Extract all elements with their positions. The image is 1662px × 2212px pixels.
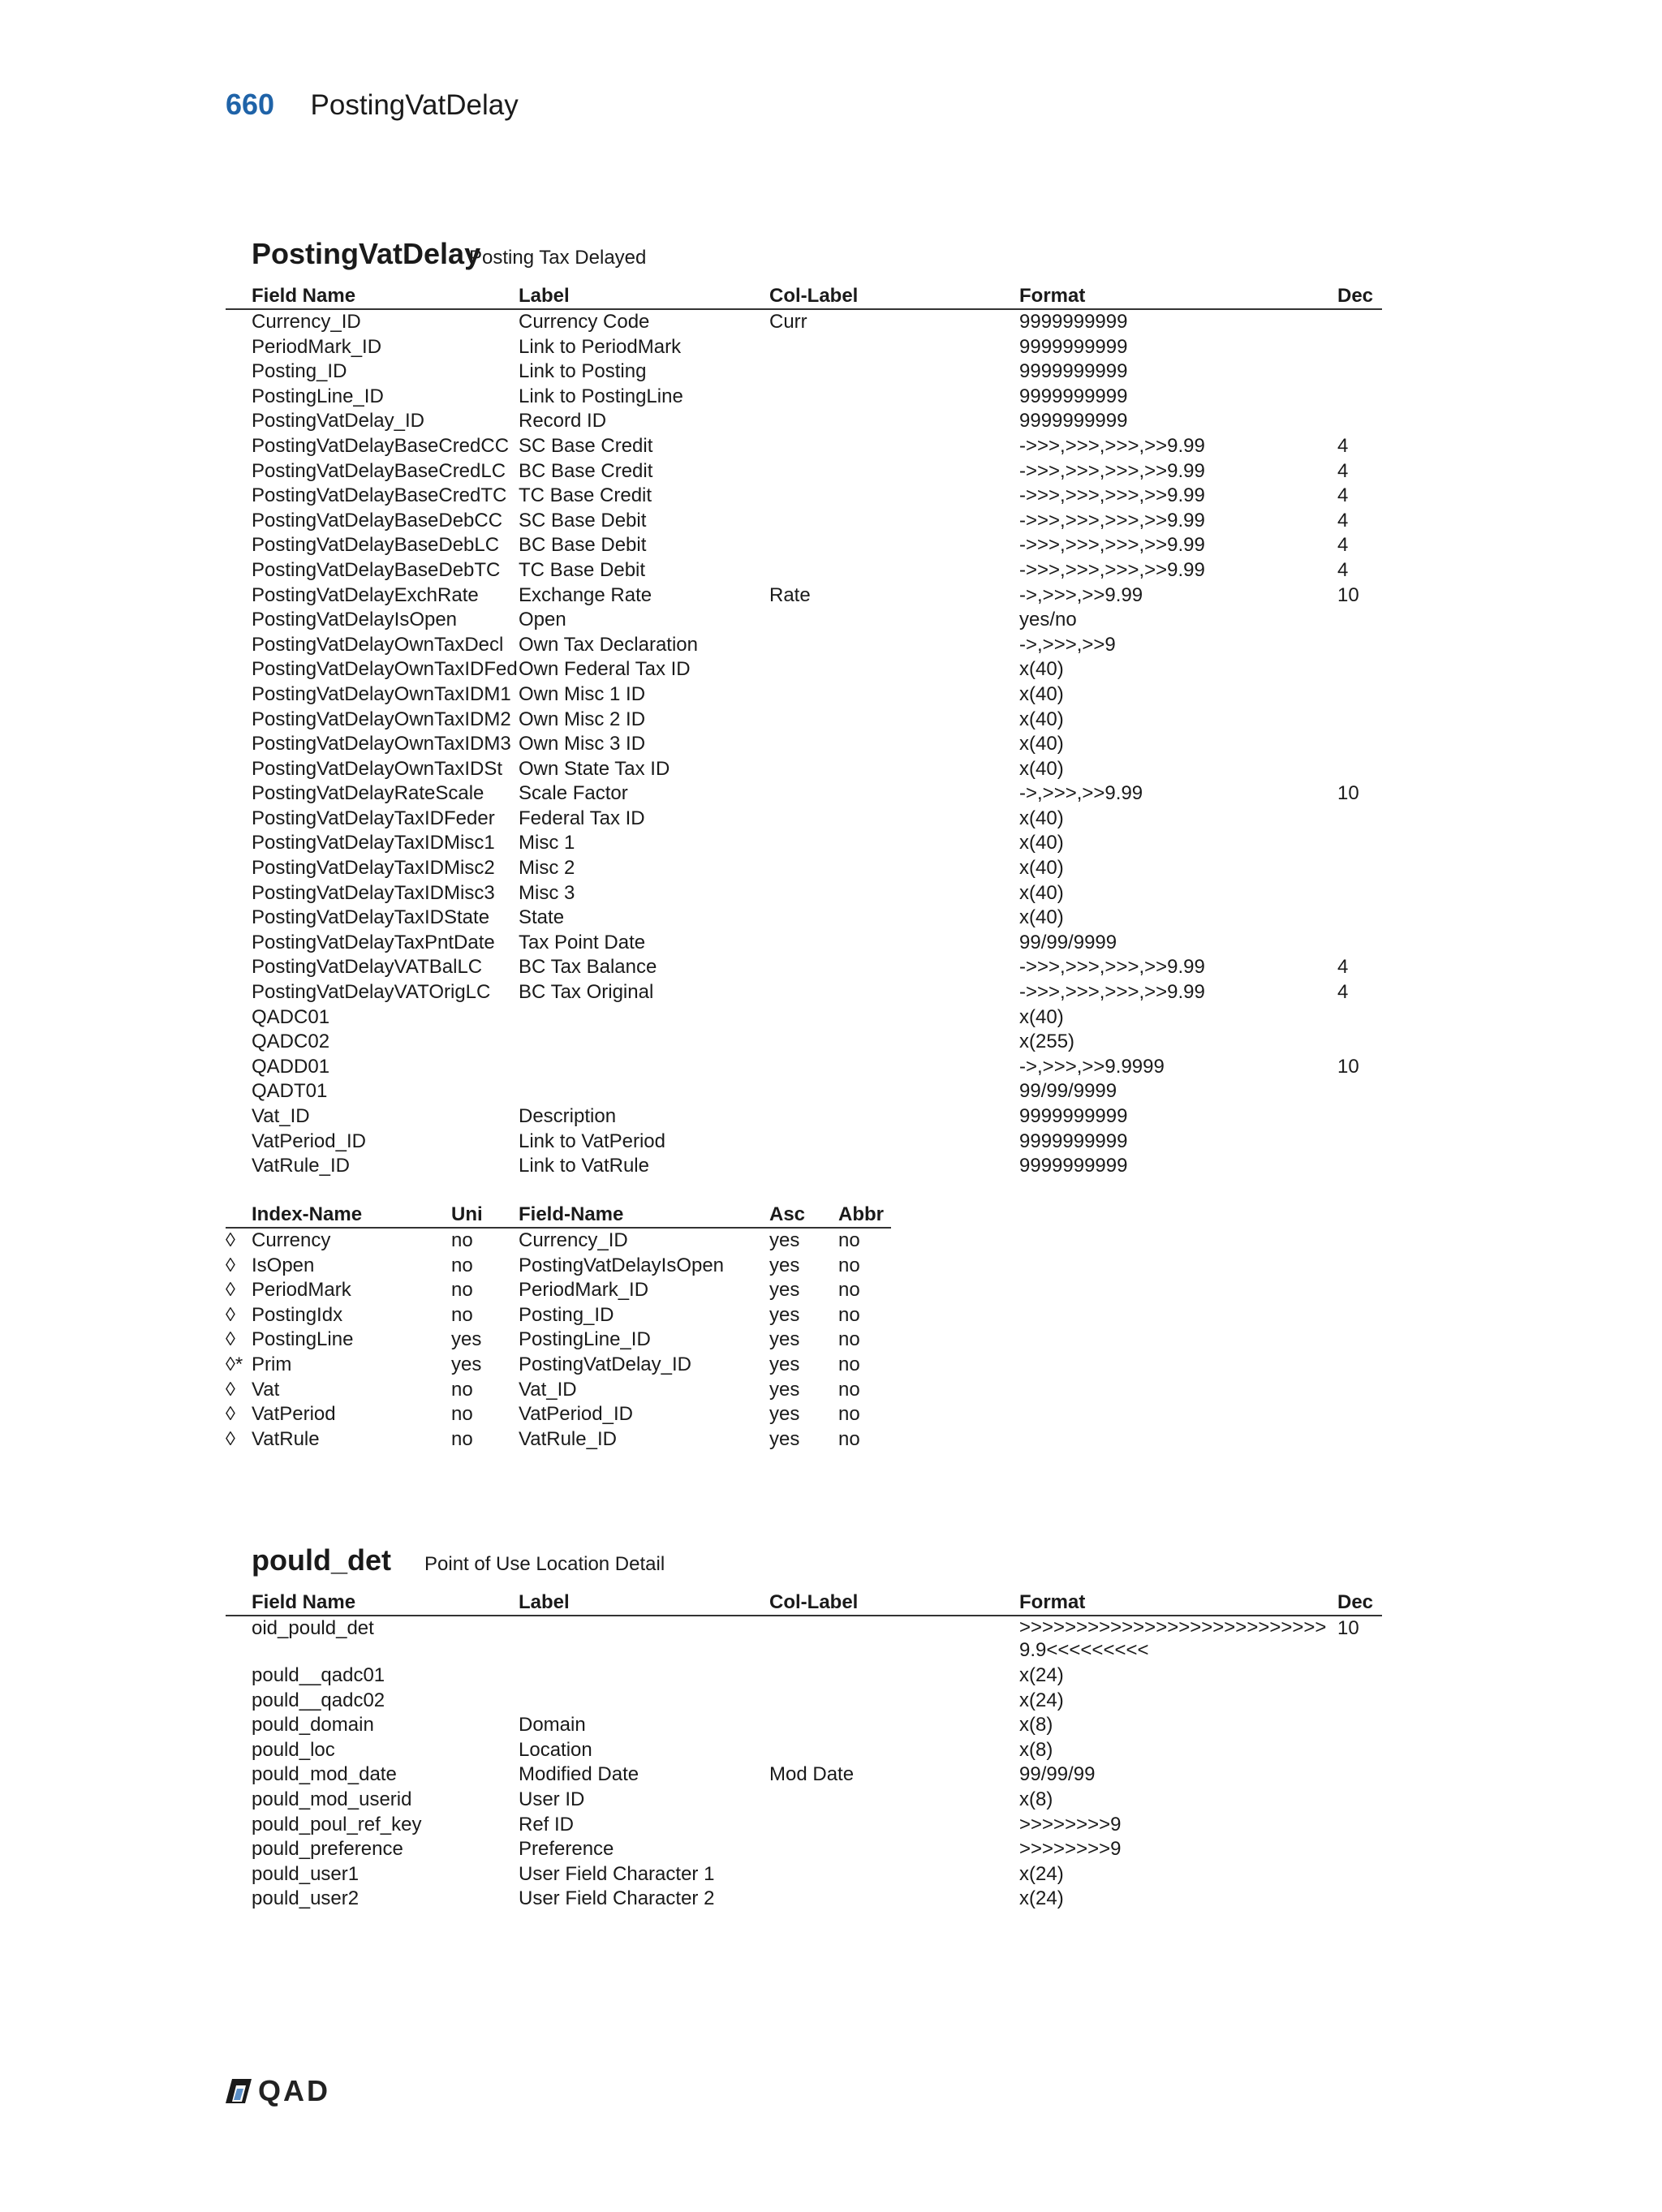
table-name: PostingVatDelay xyxy=(252,237,481,270)
label-cell: BC Base Debit xyxy=(519,534,647,557)
format-cell: x(40) xyxy=(1019,906,1064,929)
field-name-cell: PostingVatDelayBaseCredLC xyxy=(252,459,506,482)
format-cell: ->>>,>>>,>>>,>>9.99 xyxy=(1019,558,1205,581)
label-cell: State xyxy=(519,906,565,929)
table-row xyxy=(226,1130,1382,1155)
header-col-label: Col-Label xyxy=(769,1591,859,1613)
field-name-cell: PostingVatDelayIsOpen xyxy=(252,609,458,631)
format-cell: ->>>,>>>,>>>,>>9.99 xyxy=(1019,534,1205,557)
label-cell: TC Base Credit xyxy=(519,484,652,507)
table-row xyxy=(226,608,1382,633)
label-cell: Link to VatRule xyxy=(519,1155,649,1177)
abbreviated-cell: no xyxy=(838,1303,860,1326)
format-cell: x(8) xyxy=(1019,1714,1053,1736)
table-title-row xyxy=(226,1542,1382,1581)
table-row xyxy=(226,1762,1382,1788)
table-row xyxy=(226,1813,1382,1838)
table-row xyxy=(226,1055,1382,1080)
format-cell: 9999999999 xyxy=(1019,1105,1128,1127)
format-cell: ->>>,>>>,>>>,>>9.99 xyxy=(1019,956,1205,979)
field-name-cell: PostingVatDelayVATBalLC xyxy=(252,956,483,979)
field-name-cell: Currency_ID xyxy=(519,1229,628,1251)
page-topic: PostingVatDelay xyxy=(310,89,519,121)
field-name-cell: PostingVatDelayTaxIDFeder xyxy=(252,807,495,829)
table-row xyxy=(226,657,1382,682)
label-cell: User Field Character 2 xyxy=(519,1887,715,1910)
index-marker: ◊ xyxy=(226,1303,235,1326)
table-row xyxy=(226,708,1382,733)
format-cell: x(24) xyxy=(1019,1689,1064,1711)
field-name-cell: PostingVatDelayRateScale xyxy=(252,782,484,805)
label-cell: User ID xyxy=(519,1788,585,1810)
label-cell: BC Tax Original xyxy=(519,981,654,1004)
table-row xyxy=(226,583,1382,609)
index-marker: ◊ xyxy=(226,1229,235,1251)
index-row xyxy=(226,1229,891,1254)
col-label-cell: Curr xyxy=(769,311,807,333)
index-marker: ◊ xyxy=(226,1328,235,1351)
label-cell: Misc 3 xyxy=(519,881,575,904)
field-name-cell: PostingVatDelayOwnTaxIDM2 xyxy=(252,708,511,730)
abbreviated-cell: no xyxy=(838,1403,860,1426)
index-section xyxy=(226,1193,891,1452)
ascending-cell: yes xyxy=(769,1303,800,1326)
table-row xyxy=(226,1788,1382,1813)
table-row xyxy=(226,1738,1382,1763)
format-cell: >>>>>>>>9 xyxy=(1019,1838,1122,1861)
table-row xyxy=(226,484,1382,509)
field-name-cell: PostingVatDelayOwnTaxIDSt xyxy=(252,757,503,780)
dec-cell: 4 xyxy=(1337,981,1349,1004)
label-cell: Own Misc 3 ID xyxy=(519,733,646,755)
field-name-cell: PostingVatDelayTaxIDMisc1 xyxy=(252,832,495,854)
header-index-name: Index-Name xyxy=(252,1203,363,1225)
unique-cell: no xyxy=(451,1229,473,1251)
format-cell: 99/99/9999 xyxy=(1019,1080,1117,1103)
abbreviated-cell: no xyxy=(838,1254,860,1276)
label-cell: Record ID xyxy=(519,410,607,433)
format-cell: >>>>>>>>>>>>>>>>>>>>>>>>>>>9.9<<<<<<<<< xyxy=(1019,1616,1327,1661)
field-name-cell: PostingVatDelayOwnTaxIDM1 xyxy=(252,682,511,705)
field-table-body xyxy=(226,1616,1382,1912)
table-row xyxy=(226,1713,1382,1738)
field-name-cell: VatPeriod_ID xyxy=(252,1130,366,1152)
abbreviated-cell: no xyxy=(838,1328,860,1351)
field-name-cell: pould__qadc02 xyxy=(252,1689,385,1711)
label-cell: Link to PeriodMark xyxy=(519,335,682,358)
format-cell: ->>>,>>>,>>>,>>9.99 xyxy=(1019,434,1205,457)
field-name-cell: pould__qadc01 xyxy=(252,1664,385,1686)
format-cell: 9999999999 xyxy=(1019,335,1128,358)
label-cell: Description xyxy=(519,1105,617,1127)
table-row xyxy=(226,359,1382,385)
unique-cell: no xyxy=(451,1279,473,1302)
label-cell: Own State Tax ID xyxy=(519,757,670,780)
format-cell: x(40) xyxy=(1019,682,1064,705)
header-dec: Dec xyxy=(1337,1591,1374,1613)
index-row xyxy=(226,1353,891,1378)
field-name-cell: PeriodMark_ID xyxy=(252,335,382,358)
ascending-cell: yes xyxy=(769,1229,800,1251)
label-cell: Domain xyxy=(519,1714,586,1736)
abbreviated-cell: no xyxy=(838,1229,860,1251)
table-row xyxy=(226,1104,1382,1130)
format-cell: 9999999999 xyxy=(1019,410,1128,433)
unique-cell: no xyxy=(451,1427,473,1450)
field-table-header xyxy=(226,284,1382,310)
table-row xyxy=(226,509,1382,534)
format-cell: x(40) xyxy=(1019,757,1064,780)
table-row xyxy=(226,1154,1382,1179)
field-name-cell: oid_pould_det xyxy=(252,1617,374,1639)
table-row xyxy=(226,931,1382,956)
table-row xyxy=(226,1663,1382,1689)
index-name-cell: Vat xyxy=(252,1378,280,1401)
format-cell: x(24) xyxy=(1019,1862,1064,1885)
header-abbr: Abbr xyxy=(838,1203,884,1225)
field-name-cell: PeriodMark_ID xyxy=(519,1279,649,1302)
field-name-cell: PostingVatDelayVATOrigLC xyxy=(252,981,491,1004)
field-name-cell: QADT01 xyxy=(252,1080,328,1103)
dec-cell: 10 xyxy=(1337,1055,1359,1078)
abbreviated-cell: no xyxy=(838,1279,860,1302)
index-name-cell: VatRule xyxy=(252,1427,320,1450)
table-description: Point of Use Location Detail xyxy=(424,1553,665,1575)
abbreviated-cell: no xyxy=(838,1427,860,1450)
table-description: Posting Tax Delayed xyxy=(469,247,647,269)
label-cell: Own Tax Declaration xyxy=(519,633,698,656)
label-cell: TC Base Debit xyxy=(519,558,646,581)
ascending-cell: yes xyxy=(769,1254,800,1276)
format-cell: x(40) xyxy=(1019,881,1064,904)
field-name-cell: PostingVatDelayTaxIDMisc3 xyxy=(252,881,495,904)
field-name-cell: PostingVatDelayOwnTaxIDFed xyxy=(252,658,518,681)
header-asc: Asc xyxy=(769,1203,806,1225)
format-cell: 99/99/9999 xyxy=(1019,931,1117,953)
index-row xyxy=(226,1378,891,1403)
table-row xyxy=(226,807,1382,832)
format-cell: x(40) xyxy=(1019,807,1064,829)
field-table xyxy=(226,284,1382,1179)
label-cell: Misc 2 xyxy=(519,857,575,880)
label-cell: Link to PostingLine xyxy=(519,385,683,407)
table-row xyxy=(226,732,1382,757)
unique-cell: no xyxy=(451,1254,473,1276)
qad-logo-text: QAD xyxy=(258,2074,330,2107)
table-row xyxy=(226,310,1382,335)
dec-cell: 4 xyxy=(1337,558,1349,581)
dec-cell: 10 xyxy=(1337,583,1359,606)
table-row xyxy=(226,1689,1382,1714)
ascending-cell: yes xyxy=(769,1403,800,1426)
page-number: 660 xyxy=(226,88,275,121)
field-name-cell: PostingVatDelayBaseDebLC xyxy=(252,534,500,557)
field-name-cell: Currency_ID xyxy=(252,311,361,333)
index-marker: ◊ xyxy=(226,1254,235,1276)
header-dec: Dec xyxy=(1337,285,1374,307)
index-name-cell: PeriodMark xyxy=(252,1279,351,1302)
table-row xyxy=(226,757,1382,782)
header-col-label: Col-Label xyxy=(769,285,859,307)
field-table-body xyxy=(226,310,1382,1179)
field-name-cell: PostingVatDelayBaseDebTC xyxy=(252,558,501,581)
table-row xyxy=(226,856,1382,881)
index-row xyxy=(226,1328,891,1353)
table-row xyxy=(226,831,1382,856)
table-row xyxy=(226,533,1382,558)
format-cell: ->,>>>,>>9.99 xyxy=(1019,782,1143,805)
index-name-cell: IsOpen xyxy=(252,1254,315,1276)
field-name-cell: PostingVatDelayBaseCredTC xyxy=(252,484,507,507)
label-cell: Scale Factor xyxy=(519,782,628,805)
label-cell: Own Misc 2 ID xyxy=(519,708,646,730)
field-name-cell: pould_loc xyxy=(252,1738,335,1761)
table-row xyxy=(226,1005,1382,1031)
index-table-body xyxy=(226,1229,891,1452)
dec-cell: 4 xyxy=(1337,534,1349,557)
index-name-cell: PostingIdx xyxy=(252,1303,343,1326)
header-format: Format xyxy=(1019,285,1086,307)
index-table xyxy=(226,1203,891,1452)
format-cell: ->>>,>>>,>>>,>>9.99 xyxy=(1019,459,1205,482)
table-row xyxy=(226,409,1382,434)
format-cell: ->,>>>,>>9 xyxy=(1019,633,1116,656)
format-cell: 9999999999 xyxy=(1019,385,1128,407)
dec-cell: 4 xyxy=(1337,484,1349,507)
format-cell: x(40) xyxy=(1019,1005,1064,1028)
ascending-cell: yes xyxy=(769,1328,800,1351)
format-cell: 9999999999 xyxy=(1019,1130,1128,1152)
field-name-cell: PostingVatDelayTaxPntDate xyxy=(252,931,495,953)
format-cell: yes/no xyxy=(1019,609,1077,631)
abbreviated-cell: no xyxy=(838,1378,860,1401)
field-name-cell: pould_mod_date xyxy=(252,1763,397,1786)
index-marker: ◊ xyxy=(226,1403,235,1426)
index-name-cell: PostingLine xyxy=(252,1328,354,1351)
page-header xyxy=(226,88,519,122)
format-cell: ->>>,>>>,>>>,>>9.99 xyxy=(1019,509,1205,531)
index-row xyxy=(226,1303,891,1328)
format-cell: 9999999999 xyxy=(1019,311,1128,333)
field-name-cell: pould_mod_userid xyxy=(252,1788,412,1810)
field-name-cell: PostingVatDelayOwnTaxDecl xyxy=(252,633,504,656)
field-name-cell: VatPeriod_ID xyxy=(519,1403,633,1426)
table-row xyxy=(226,980,1382,1005)
field-table-header xyxy=(226,1590,1382,1616)
unique-cell: no xyxy=(451,1303,473,1326)
table-section-pould-det xyxy=(226,1542,1382,1912)
label-cell: Ref ID xyxy=(519,1813,575,1835)
field-name-cell: pould_domain xyxy=(252,1714,374,1736)
table-row xyxy=(226,385,1382,410)
format-cell: x(40) xyxy=(1019,658,1064,681)
format-cell: x(255) xyxy=(1019,1031,1075,1053)
format-cell: 99/99/99 xyxy=(1019,1763,1096,1786)
header-field-name: Field Name xyxy=(252,1591,356,1613)
table-row xyxy=(226,955,1382,980)
field-name-cell: Vat_ID xyxy=(252,1105,310,1127)
format-cell: x(40) xyxy=(1019,708,1064,730)
field-name-cell: PostingVatDelayBaseDebCC xyxy=(252,509,503,531)
header-label: Label xyxy=(519,1591,570,1613)
index-marker: ◊ xyxy=(226,1279,235,1302)
index-marker: ◊ xyxy=(226,1427,235,1450)
header-format: Format xyxy=(1019,1591,1086,1613)
field-name-cell: PostingVatDelay_ID xyxy=(519,1353,691,1375)
index-name-cell: Currency xyxy=(252,1229,331,1251)
ascending-cell: yes xyxy=(769,1353,800,1375)
field-name-cell: PostingLine_ID xyxy=(519,1328,651,1351)
field-name-cell: pould_preference xyxy=(252,1838,403,1861)
index-table-header xyxy=(226,1203,891,1229)
table-section-postingvatdelay xyxy=(226,235,1382,1179)
dec-cell: 4 xyxy=(1337,459,1349,482)
format-cell: x(40) xyxy=(1019,857,1064,880)
table-row xyxy=(226,1837,1382,1862)
format-cell: ->>>,>>>,>>>,>>9.99 xyxy=(1019,981,1205,1004)
label-cell: Modified Date xyxy=(519,1763,639,1786)
field-name-cell: QADD01 xyxy=(252,1055,330,1078)
table-row xyxy=(226,558,1382,583)
field-name-cell: QADC02 xyxy=(252,1031,330,1053)
qad-logo xyxy=(224,2074,330,2108)
table-title-row xyxy=(226,235,1382,274)
label-cell: Tax Point Date xyxy=(519,931,646,953)
qad-logo-icon xyxy=(224,2077,253,2105)
table-row xyxy=(226,633,1382,658)
field-name-cell: QADC01 xyxy=(252,1005,330,1028)
table-row xyxy=(226,682,1382,708)
format-cell: 9999999999 xyxy=(1019,1155,1128,1177)
field-name-cell: PostingVatDelayIsOpen xyxy=(519,1254,725,1276)
format-cell: x(8) xyxy=(1019,1788,1053,1810)
dec-cell: 4 xyxy=(1337,434,1349,457)
table-row xyxy=(226,1887,1382,1912)
label-cell: Exchange Rate xyxy=(519,583,652,606)
field-name-cell: PostingVatDelayOwnTaxIDM3 xyxy=(252,733,511,755)
index-marker: ◊ xyxy=(226,1378,235,1401)
format-cell: 9999999999 xyxy=(1019,360,1128,383)
table-row xyxy=(226,1862,1382,1887)
field-name-cell: Posting_ID xyxy=(252,360,347,383)
format-cell: ->,>>>,>>9.99 xyxy=(1019,583,1143,606)
field-name-cell: PostingVatDelay_ID xyxy=(252,410,424,433)
format-cell: x(24) xyxy=(1019,1887,1064,1910)
index-row xyxy=(226,1402,891,1427)
dec-cell: 4 xyxy=(1337,956,1349,979)
field-name-cell: pould_poul_ref_key xyxy=(252,1813,422,1835)
field-name-cell: PostingVatDelayExchRate xyxy=(252,583,479,606)
unique-cell: no xyxy=(451,1378,473,1401)
index-name-cell: VatPeriod xyxy=(252,1403,336,1426)
col-label-cell: Mod Date xyxy=(769,1763,855,1786)
format-cell: x(24) xyxy=(1019,1664,1064,1686)
table-row xyxy=(226,1616,1382,1663)
label-cell: Open xyxy=(519,609,566,631)
field-name-cell: Vat_ID xyxy=(519,1378,577,1401)
format-cell: x(40) xyxy=(1019,733,1064,755)
label-cell: SC Base Debit xyxy=(519,509,647,531)
table-row xyxy=(226,781,1382,807)
table-row xyxy=(226,335,1382,360)
label-cell: Currency Code xyxy=(519,311,650,333)
dec-cell: 10 xyxy=(1337,782,1359,805)
label-cell: Misc 1 xyxy=(519,832,575,854)
dec-cell: 10 xyxy=(1337,1617,1359,1639)
table-row xyxy=(226,434,1382,459)
field-table xyxy=(226,1590,1382,1912)
table-row xyxy=(226,459,1382,484)
field-name-cell: PostingVatDelayBaseCredCC xyxy=(252,434,510,457)
field-name-cell: PostingVatDelayTaxIDMisc2 xyxy=(252,857,495,880)
label-cell: BC Base Credit xyxy=(519,459,653,482)
format-cell: x(40) xyxy=(1019,832,1064,854)
label-cell: Preference xyxy=(519,1838,614,1861)
field-name-cell: pould_user2 xyxy=(252,1887,360,1910)
unique-cell: no xyxy=(451,1403,473,1426)
ascending-cell: yes xyxy=(769,1378,800,1401)
label-cell: BC Tax Balance xyxy=(519,956,657,979)
header-label: Label xyxy=(519,285,570,307)
field-name-cell: VatRule_ID xyxy=(519,1427,617,1450)
field-name-cell: PostingVatDelayTaxIDState xyxy=(252,906,490,929)
unique-cell: yes xyxy=(451,1328,482,1351)
table-row xyxy=(226,881,1382,906)
format-cell: ->>>,>>>,>>>,>>9.99 xyxy=(1019,484,1205,507)
index-row xyxy=(226,1427,891,1452)
col-label-cell: Rate xyxy=(769,583,811,606)
index-row xyxy=(226,1254,891,1279)
table-name: pould_det xyxy=(252,1543,391,1577)
label-cell: Own Misc 1 ID xyxy=(519,682,646,705)
field-name-cell: Posting_ID xyxy=(519,1303,614,1326)
label-cell: User Field Character 1 xyxy=(519,1862,715,1885)
ascending-cell: yes xyxy=(769,1279,800,1302)
label-cell: Link to VatPeriod xyxy=(519,1130,665,1152)
ascending-cell: yes xyxy=(769,1427,800,1450)
field-name-cell: pould_user1 xyxy=(252,1862,360,1885)
dec-cell: 4 xyxy=(1337,509,1349,531)
field-name-cell: PostingLine_ID xyxy=(252,385,384,407)
index-name-cell: Prim xyxy=(252,1353,292,1375)
index-row xyxy=(226,1278,891,1303)
header-field-name: Field-Name xyxy=(519,1203,624,1225)
label-cell: Own Federal Tax ID xyxy=(519,658,691,681)
table-row xyxy=(226,1030,1382,1055)
table-row xyxy=(226,906,1382,931)
format-cell: x(8) xyxy=(1019,1738,1053,1761)
label-cell: SC Base Credit xyxy=(519,434,653,457)
unique-cell: yes xyxy=(451,1353,482,1375)
label-cell: Location xyxy=(519,1738,592,1761)
label-cell: Federal Tax ID xyxy=(519,807,645,829)
label-cell: Link to Posting xyxy=(519,360,647,383)
field-name-cell: VatRule_ID xyxy=(252,1155,350,1177)
header-uni: Uni xyxy=(451,1203,483,1225)
index-marker: ◊* xyxy=(226,1353,243,1375)
header-field-name: Field Name xyxy=(252,285,356,307)
table-row xyxy=(226,1079,1382,1104)
format-cell: ->,>>>,>>9.9999 xyxy=(1019,1055,1165,1078)
abbreviated-cell: no xyxy=(838,1353,860,1375)
format-cell: >>>>>>>>9 xyxy=(1019,1813,1122,1835)
